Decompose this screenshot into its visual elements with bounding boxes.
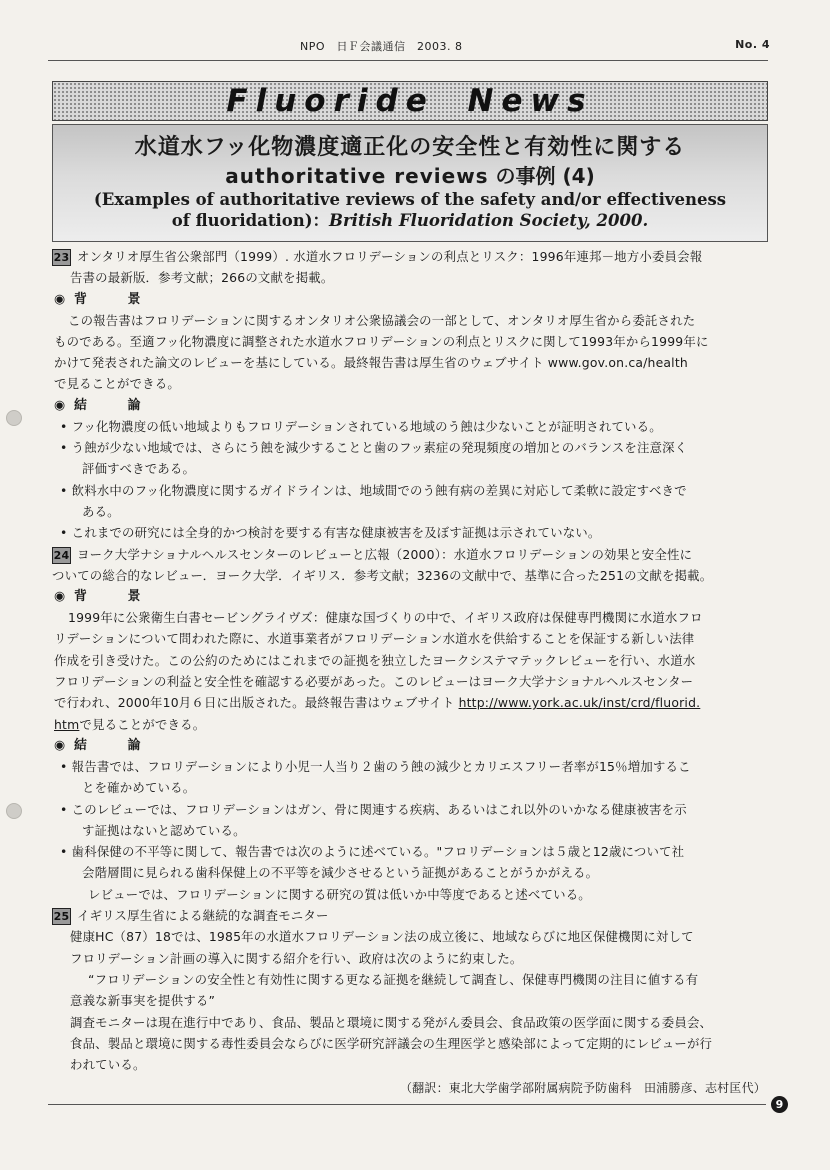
footer-divider: [48, 1104, 766, 1105]
punch-hole-icon: [6, 410, 22, 426]
bullet-text-cont: す証拠はないと認めている。: [82, 822, 246, 838]
background-heading: [52, 586, 770, 607]
reference-number: 25: [53, 910, 70, 924]
issue-number: No. 4: [735, 38, 770, 51]
reference-citation: [52, 905, 770, 926]
article-title-jp-suffix: の事例: [495, 164, 556, 188]
bullet-icon: •: [60, 482, 68, 498]
paragraph-line: 調査モニターは現在進行中であり、食品、製品と環境に関する発がん委員会、食品政策の医学面に関する委員会、: [70, 1014, 713, 1030]
bullseye-icon: ◉: [54, 737, 66, 753]
bullseye-icon: ◉: [54, 397, 66, 413]
paragraph-line: [52, 714, 770, 735]
article-title-en: authoritative reviews: [225, 164, 489, 188]
article-subtitle-en: (Examples of authoritative reviews of the safety and/or effectiveness: [93, 190, 727, 209]
bullet-item: [52, 841, 770, 862]
conclusion-heading: [52, 735, 770, 756]
translator-credit: （翻訳：東北大学歯学部附属病院予防歯科 田浦勝彦、志村匡代）: [399, 1081, 766, 1096]
report-url-link[interactable]: http://www.york.ac.uk/inst/crd/fluorid.: [458, 695, 701, 711]
citation-line: オンタリオ厚生省公衆部門（1999）. 水道水フロリデーションの利点とリスク：1996年連邦－地方小委員会報: [77, 249, 703, 264]
article-title-jp: 水道水フッ化物濃度適正化の安全性と有効性に関する: [134, 135, 686, 160]
masthead-text: NPO 日Ｆ会議通信 2003. 8: [300, 40, 463, 53]
bullet-item: [52, 480, 770, 501]
paragraph-line: で見ることができる。: [54, 376, 180, 392]
paragraph-text: で見ることができる。: [79, 716, 206, 732]
conclusion-heading: [52, 395, 770, 416]
citation-line: イギリス厚生省による継続的な調査モニター: [77, 908, 329, 924]
bullet-text-cont: ある。: [82, 503, 120, 519]
paragraph-line: フロリデーションの利益と安全性を確認する必要があった。このレビューはヨーク大学ナショナルヘルスセンター: [54, 674, 694, 690]
heading-label: 背 景: [74, 291, 155, 307]
bullet-text-cont: 会階層間に見られる歯科保健上の不平等を減少させるという証拠があることがうかがえる。: [82, 865, 599, 881]
reference-citation: [52, 246, 770, 267]
paragraph-line: 作成を引き受けた。この公約のためにはこれまでの証拠を独立したヨークシステマテックレビューを行い、水道水: [54, 652, 696, 668]
paragraph-line: 1999年に公衆衛生白書セービングライヴズ：健康な国づくりの中で、イギリス政府は保健専門機関に水道水フロ: [68, 610, 703, 626]
citation-line: 告書の最新版．参考文献；266の文献を掲載。: [70, 270, 334, 286]
reference-number: 24: [53, 548, 70, 562]
paragraph-line: われている。: [70, 1057, 146, 1073]
bullseye-icon: ◉: [54, 589, 66, 605]
reference-23: [52, 246, 770, 544]
bullet-icon: •: [60, 525, 68, 541]
bullet-text: 報告書では、フロリデーションにより小児一人当り２歯のう蝕の減少とカリエスフリー者率が15％増加するこ: [71, 758, 691, 774]
bullet-item: [52, 522, 770, 543]
heading-label: 背 景: [74, 589, 155, 605]
bullet-icon: •: [60, 801, 68, 817]
bullet-icon: •: [60, 440, 68, 456]
reference-number: 23: [53, 251, 70, 264]
bullet-item: [52, 799, 770, 820]
bullet-item: [52, 416, 770, 437]
header-divider: [48, 60, 768, 61]
quote-line: 意義な新事実を提供する”: [70, 993, 216, 1009]
article-title-block: [52, 124, 768, 242]
bullet-item: [52, 756, 770, 777]
punch-hole-icon: [6, 803, 22, 819]
paragraph-line: 食品、製品と環境に関する毒性委員会ならびに医学研究評議会の生理医学と感染部によって定期的にレビューが行: [70, 1035, 713, 1051]
bullet-text: 歯科保健の不平等に関して、報告書では次のように述べている。"フロリデーションは５歳と12歳について社: [71, 844, 685, 860]
article-series-number: (4): [562, 164, 595, 188]
article-title-line2: [53, 163, 767, 189]
paragraph-line: ものである。至適フッ化物濃度に調整された水道水フロリデーションの利点とリスクに関して1993年から1999年に: [54, 333, 709, 349]
article-subtitle-tail: of fluoridation)：: [171, 211, 330, 230]
bullet-text-cont: 評価すべきである。: [82, 461, 196, 477]
bullet-text: フッ化物濃度の低い地域よりもフロリデーションされている地域のう蝕は少ないことが証明されている。: [71, 418, 662, 434]
reference-25: [52, 905, 770, 1075]
banner-title: Fluoride News: [226, 83, 594, 119]
background-heading: [52, 289, 770, 310]
paragraph-line: フロリデーション計画の導入に関する紹介を行い、政府は次のように約束した。: [70, 950, 523, 966]
bullet-text: う蝕が少ない地域では、さらにう蝕を減少することと歯のフッ素症の発現頻度の増加とのバランスを注意深く: [71, 440, 688, 456]
masthead: [300, 38, 770, 54]
report-url-link-cont[interactable]: htm: [54, 716, 80, 732]
reference-citation: [52, 544, 770, 565]
citation-line: ついての総合的なレビュー．ヨーク大学．イギリス．参考文献；3236の文献中で、基準に合った251の文献を掲載。: [52, 567, 713, 583]
paragraph-line: リデーションについて問われた際に、水道事業者がフロリデーション水道水を供給することを保証する新しい法律: [54, 631, 695, 647]
article-source: British Fluoridation Society, 2000.: [329, 211, 649, 230]
bullet-text: 飲料水中のフッ化物濃度に関するガイドラインは、地域間でのう蝕有病の差異に対応して柔軟に設定すべきで: [71, 482, 687, 498]
citation-line: ヨーク大学ナショナルヘルスセンターのレビューと広報（2000）：水道水フロリデーションの効果と安全性に: [77, 546, 693, 562]
reference-24: [52, 544, 770, 905]
bullet-icon: •: [60, 758, 68, 774]
page-number: 9: [771, 1096, 788, 1113]
heading-label: 結 論: [74, 397, 155, 413]
paragraph-text: で行われ、2000年10月６日に出版された。最終報告書はウェブサイト: [54, 695, 459, 711]
bullet-item: [52, 437, 770, 458]
bullet-icon: •: [60, 418, 68, 434]
article-subtitle-en-cont: [53, 210, 767, 231]
heading-label: 結 論: [74, 737, 155, 753]
bullet-text-cont: とを確かめている。: [82, 780, 196, 796]
quote-line: “フロリデーションの安全性と有効性に関する更なる証拠を継続して調査し、保健専門機関の注目に値する有: [88, 971, 699, 987]
paragraph-line: 健康HC（87）18では、1985年の水道水フロリデーション法の成立後に、地域ならびに地区保健機関に対して: [70, 929, 694, 945]
bullseye-icon: ◉: [54, 291, 66, 307]
bullet-icon: •: [60, 844, 68, 860]
bullet-text: このレビューでは、フロリデーションはガン、骨に関連する疾病、あるいはこれ以外のいかなる健康被害を示: [71, 801, 687, 817]
review-note: レビューでは、フロリデーションに関する研究の質は低いか中等度であると述べている。: [88, 886, 591, 902]
bullet-text: これまでの研究には全身的かつ検討を要する有害な健康被害を及ぼす証拠は示されていない。: [71, 525, 601, 541]
paragraph-line: かけて発表された論文のレビューを基にしている。最終報告書は厚生省のウェブサイト www.gov.on.ca/health: [54, 355, 688, 371]
news-banner: [52, 81, 768, 121]
paragraph-line: [52, 692, 770, 713]
article-body: [52, 246, 770, 1099]
paragraph-line: この報告書はフロリデーションに関するオンタリオ公衆協議会の一部として、オンタリオ厚生省から委託された: [68, 312, 696, 328]
